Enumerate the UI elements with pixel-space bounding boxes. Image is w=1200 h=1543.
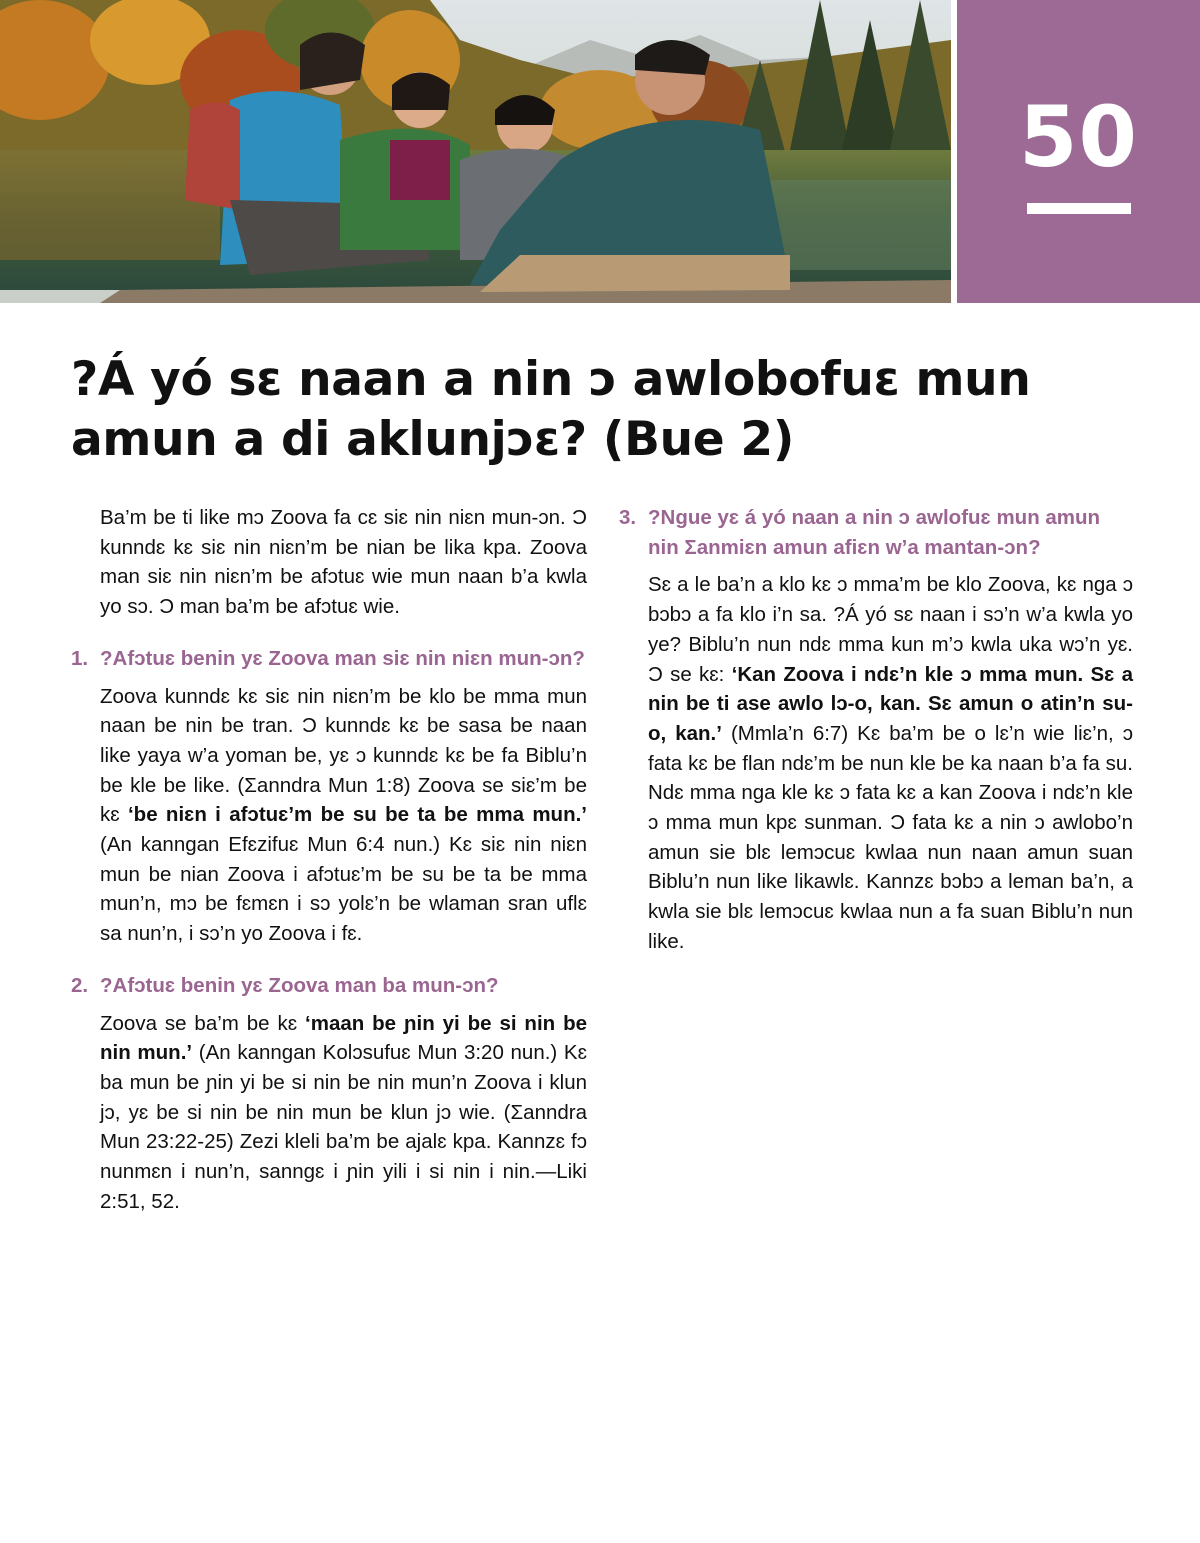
answer-2-text-cont: (An kanngan Kolɔsufuɛ Mun 3:20 nun.) Kɛ ba mun be ɲin yi be si nin be nin mun’n Zoova i klun jɔ, yɛ be si nin be nin mun be klun jɔ wie. (Ʃanndra Mun 23:22-25) Zezi kleli ba’m be ajalɛ kpa. Kannzɛ fɔ nunmɛn i nun’n, sanngɛ i ɲin yili i si nin i nin.—Liki 2:51, 52. — [100, 1041, 587, 1213]
left-column — [71, 503, 587, 1238]
intro-paragraph: Ba’m be ti like mɔ Zoova fa cɛ siɛ nin niɛn mun-ɔn. Ɔ kunndɛ kɛ siɛ nin niɛn’m be nian be lika kpa. Zoova man siɛ nin niɛn’m be afɔtuɛ wie mun naan b’a kwla yo sɔ. Ɔ man ba’m be afɔtuɛ wie. — [100, 506, 587, 619]
answer-2 — [71, 1009, 587, 1217]
question-1-text: ?Afɔtuɛ benin yɛ Zoova man siɛ nin niɛn mun-ɔn? — [100, 646, 585, 670]
answer-1-scripture-quote: ‘be niɛn i afɔtuɛ’m be su be ta be mma mun.’ — [127, 803, 587, 827]
answer-1 — [71, 682, 587, 949]
answer-2-scripture-quote: ‘maan be ɲin yi be si nin be nin mun.’ — [100, 1011, 587, 1065]
answer-1-text-cont: (An kanngan Efɛzifuɛ Mun 6:4 nun.) Kɛ siɛ nin niɛn mun be nian Zoova i afɔtuɛ’m be su be ta be mma mun’n, mɔ be fɛmɛn i sɔ yolɛ’n be wlaman sran uflɛ sa nun’n, i sɔ’n yo Zoova i fɛ. — [100, 833, 587, 946]
family-lake-photo — [0, 0, 951, 303]
answer-3 — [619, 570, 1133, 956]
lesson-badge — [957, 0, 1200, 303]
question-2 — [71, 971, 587, 1001]
lesson-number-underline — [1027, 203, 1131, 214]
question-1 — [71, 644, 587, 674]
answer-3-scripture-quote: ‘Kan Zoova i ndɛ’n kle ɔ mma mun. Sɛ a nin be ti ase awlo lɔ-o, kan. Sɛ amun o atin’n su-o, kan.’ — [648, 662, 1133, 745]
question-1-number: 1. — [71, 646, 89, 670]
answer-2-text: Zoova se ba’m be kɛ — [100, 1011, 306, 1035]
lesson-number: 50 — [1019, 88, 1138, 186]
question-2-text: ?Afɔtuɛ benin yɛ Zoova man ba mun-ɔn? — [100, 973, 499, 997]
question-3-text: ?Ngue yɛ á yó naan a nin ɔ awlofuɛ mun amun nin Ʃanmiɛn amun afiɛn w’a mantan-ɔn? — [648, 506, 1101, 559]
answer-1-text: Zoova kunndɛ kɛ siɛ nin niɛn’m be klo be mma mun naan be nin be tran. Ɔ kunndɛ kɛ be sasa be naan like yaya w’a yoman be, yɛ ɔ kunndɛ kɛ be fa Biblu’n be kle be like. (Ʃanndra Mun 1:8) Zoova se siɛ’m be kɛ — [100, 684, 587, 827]
answer-3-text: Sɛ a le ba’n a klo kɛ ɔ mma’m be klo Zoova, kɛ nga ɔ bɔbɔ a fa klo i’n sa. ?Á yó sɛ naan i sɔ’n w’a kwla yo ye? Biblu’n nun ndɛ mma kun m’ɔ kwla uka wɔ’n yɛ. Ɔ se kɛ: — [648, 573, 1133, 686]
question-3 — [619, 503, 1133, 562]
question-3-number: 3. — [619, 506, 637, 529]
right-column — [619, 503, 1133, 979]
answer-3-text-cont: (Mmla’n 6:7) Kɛ ba’m be o lɛ’n wie liɛ’n, ɔ fata kɛ be flan ndɛ’m be nun kle be ka naan b’a fa su. Ndɛ mma nga kle kɛ ɔ fata kɛ a kan Zoova i ndɛ’n kle ɔ mma mun kpɛ sunman. Ɔ fata kɛ a nin ɔ awlobo’n amun sie blɛ lemɔcuɛ kwlaa nun naan amun suan Biblu’n nun like likawlɛ. Kannzɛ bɔbɔ a leman ba’n, a kwla sie blɛ lemɔcuɛ kwlaa nun a fa suan Biblu’n nun like. — [648, 721, 1133, 953]
question-2-number: 2. — [71, 973, 89, 997]
family-sitting-by-lake-photo — [0, 0, 951, 303]
page-title: ?Á yó sɛ naan a nin ɔ awlobofuɛ mun amun a di aklunjɔɛ? (Bue 2) — [71, 352, 1031, 467]
